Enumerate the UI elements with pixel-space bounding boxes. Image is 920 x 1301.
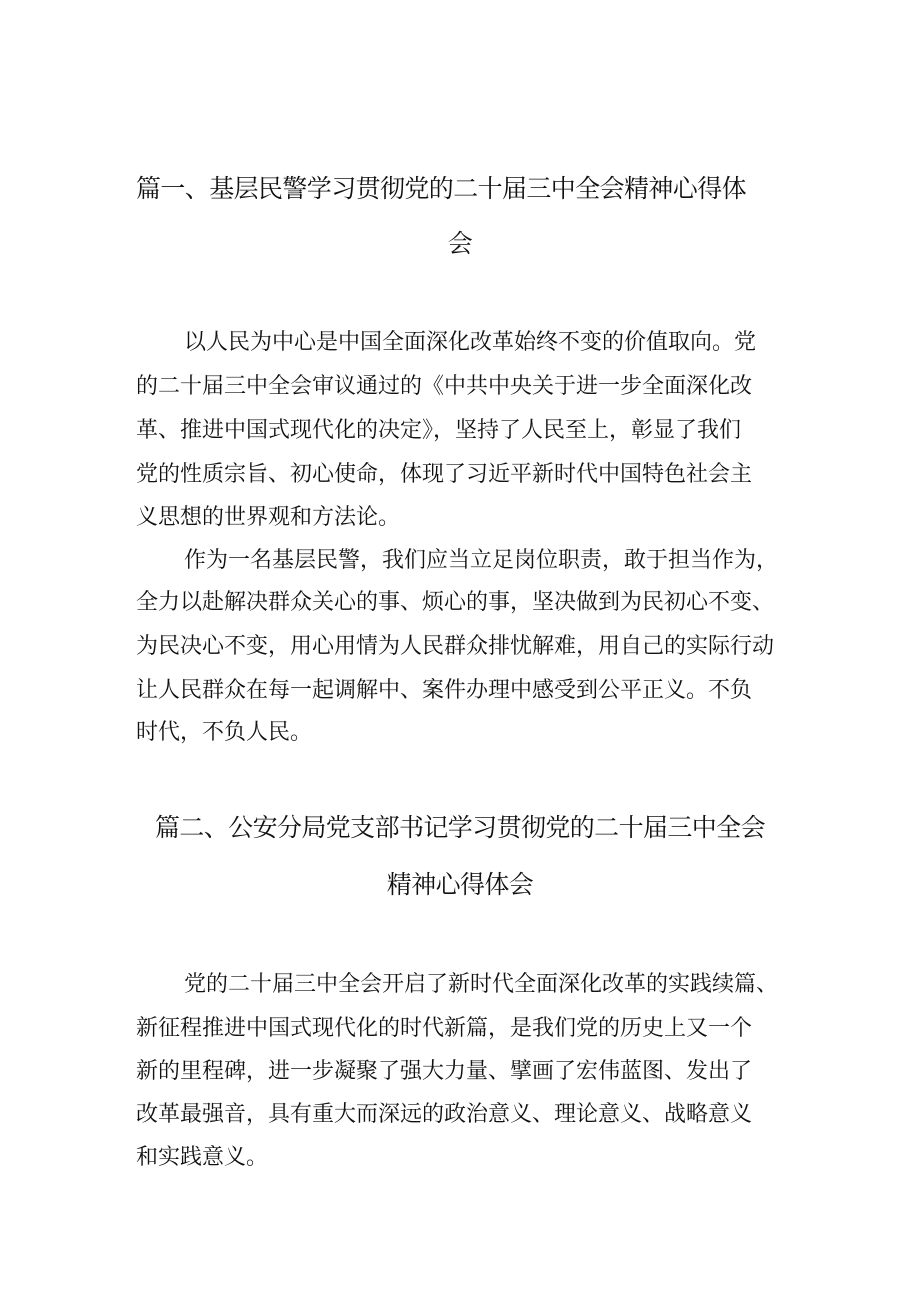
section1-para1-line5: 义思想的世界观和方法论。 xyxy=(136,505,401,530)
section2-title-line1: 篇二、公安分局党支部书记学习贯彻党的二十届三中全会 xyxy=(154,813,765,842)
section2-para1-line3: 新的里程碑，进一步凝聚了强大力量、擘画了宏伟蓝图、发出了 xyxy=(136,1059,753,1084)
section2-para1-line5: 和实践意义。 xyxy=(136,1145,269,1170)
section1-para2-line4: 让人民群众在每一起调解中、案件办理中感受到公平正义。不负 xyxy=(136,678,753,703)
section2-para1-line4: 改革最强音，具有重大而深远的政治意义、理论意义、战略意义 xyxy=(136,1102,753,1127)
section2-para1-line1: 党的二十届三中全会开启了新时代全面深化改革的实践续篇、 xyxy=(184,972,779,997)
section1-para2-line1: 作为一名基层民警，我们应当立足岗位职责，敢于担当作为， xyxy=(184,548,779,573)
section1-para1-line4: 党的性质宗旨、初心使命，体现了习近平新时代中国特色社会主 xyxy=(136,462,753,487)
section2-para1-line2: 新征程推进中国式现代化的时代新篇，是我们党的历史上又一个 xyxy=(136,1016,753,1041)
section1-para2-line5: 时代，不负人民。 xyxy=(136,720,313,745)
section1-para1-line1: 以人民为中心是中国全面深化改革始终不变的价值取向。党 xyxy=(184,330,757,355)
section1-para2-line3: 为民决心不变，用心用情为人民群众排忧解难，用自己的实际行动 xyxy=(136,634,775,659)
section1-para1-line3: 革、推进中国式现代化的决定》，坚持了人民至上，彰显了我们 xyxy=(136,418,742,443)
section1-para2-line2: 全力以赴解决群众关心的事、烦心的事，坚决做到为民初心不变、 xyxy=(136,590,775,615)
section1-para1-line2: 的二十届三中全会审议通过的《中共中央关于进一步全面深化改 xyxy=(136,374,753,399)
section1-title-line1: 篇一、基层民警学习贯彻党的二十届三中全会精神心得体 xyxy=(136,174,747,203)
section2-title-line2: 精神心得体会 xyxy=(386,870,534,899)
section1-title-line2: 会 xyxy=(447,229,473,258)
